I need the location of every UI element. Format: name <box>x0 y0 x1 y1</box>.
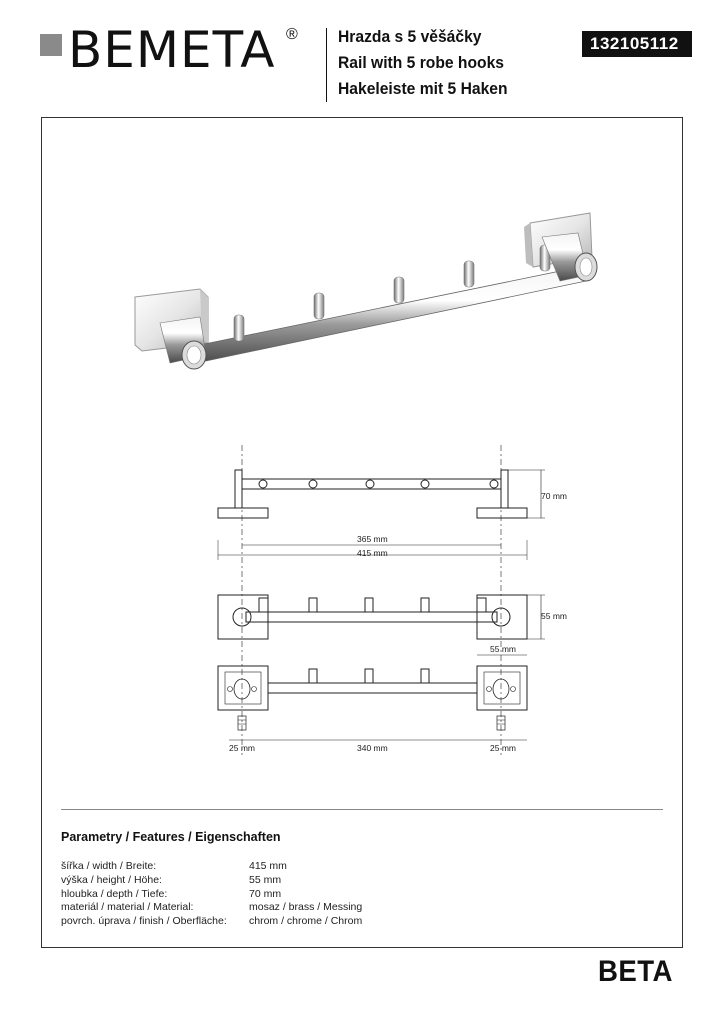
feature-value: chrom / chrome / Chrom <box>249 915 363 928</box>
dim-right: 25 mm <box>490 743 516 753</box>
feature-row <box>61 860 441 874</box>
feature-value: mosaz / brass / Messing <box>249 901 363 914</box>
title-english: Rail with 5 robe hooks <box>338 53 504 72</box>
logo-square <box>40 34 62 56</box>
feature-label: šířka / width / Breite: <box>61 860 157 872</box>
feature-label: hloubka / depth / Tiefe: <box>61 887 168 900</box>
dim-side: 55 mm <box>541 611 567 621</box>
drawing-mounting-view <box>218 666 527 740</box>
feature-value: 55 mm <box>249 873 282 886</box>
series-name: BETA <box>598 955 673 988</box>
dim-inner: 365 mm <box>357 534 388 544</box>
feature-row <box>61 901 441 915</box>
dim-height: 70 mm <box>541 491 567 501</box>
feature-label: materiál / material / Material: <box>61 901 194 914</box>
drawing-top-view <box>218 470 545 518</box>
title-german: Hakeleiste mit 5 Haken <box>338 79 508 98</box>
features-list <box>61 860 441 929</box>
brand-wordmark: BEMETA <box>68 21 276 79</box>
product-code: 132105112 <box>582 31 692 57</box>
dim-overall: 415 mm <box>357 548 388 558</box>
feature-value: 415 mm <box>249 860 287 872</box>
dim-left: 25 mm <box>229 743 255 753</box>
header-separator <box>326 28 327 102</box>
feature-row <box>61 874 441 888</box>
brand-logo <box>40 21 312 79</box>
title-czech: Hrazda s 5 věšáčky <box>338 27 482 46</box>
technical-drawing <box>205 440 585 760</box>
section-divider <box>61 809 663 810</box>
product-photo <box>130 205 610 380</box>
product-titles <box>338 24 522 102</box>
feature-label: povrch. úprava / finish / Oberfläche: <box>61 915 227 928</box>
dim-center: 340 mm <box>357 743 388 753</box>
feature-row <box>61 915 441 929</box>
registered-mark: ® <box>286 26 298 43</box>
features-title: Parametry / Features / Eigenschaften <box>61 830 281 844</box>
feature-value: 70 mm <box>249 887 282 900</box>
dim-base: 55 mm <box>490 644 516 654</box>
feature-row <box>61 888 441 902</box>
feature-label: výška / height / Höhe: <box>61 873 162 886</box>
